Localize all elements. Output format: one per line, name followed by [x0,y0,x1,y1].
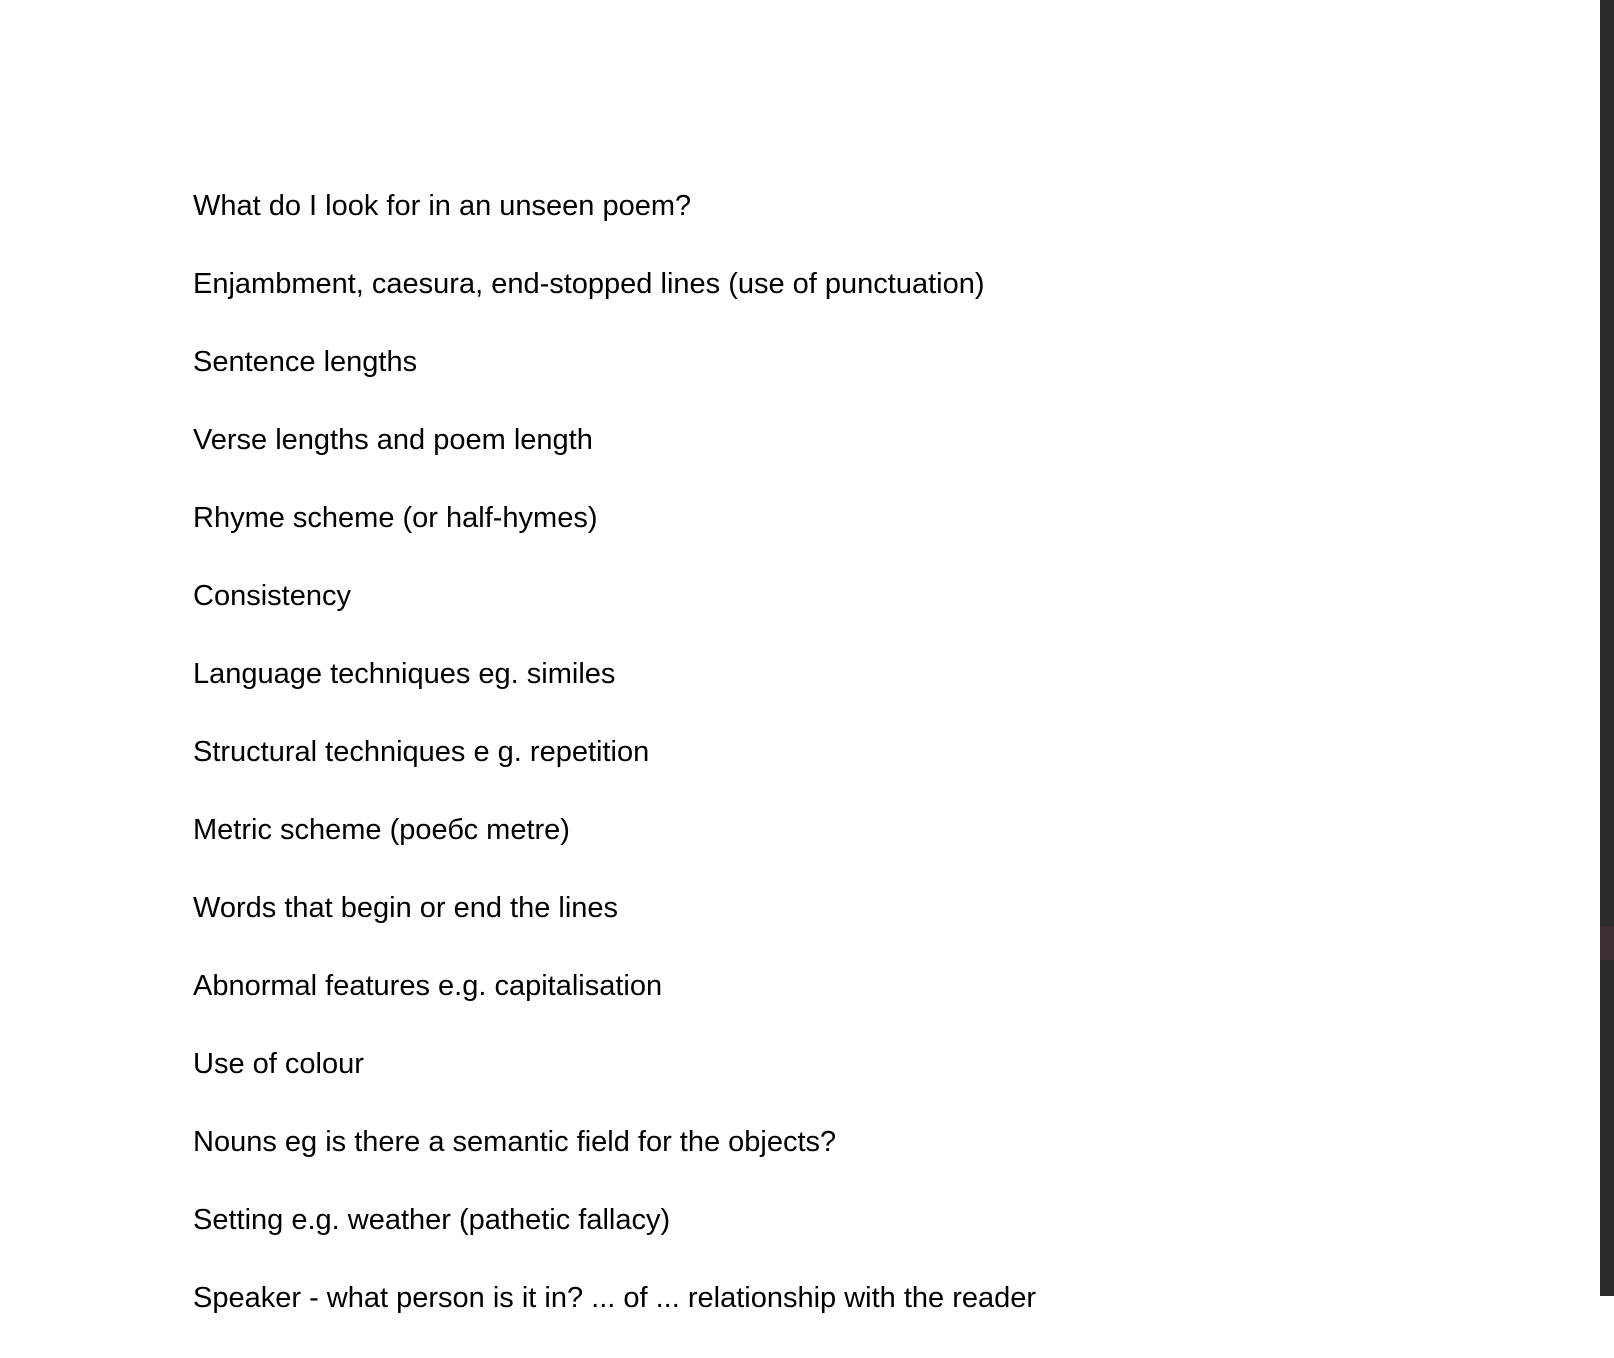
document-title: What do I look for in an unseen poem? [193,190,692,222]
document-line: Verse lengths and poem length [193,424,593,456]
document-line: Enjambment, caesura, end-stopped lines (use of punctuation) [193,268,985,300]
document-line: Consistency [193,580,351,612]
scrollbar-track[interactable] [1600,0,1614,1296]
document-line: Language techniques eg. similes [193,658,616,690]
document-body [193,188,1036,1358]
document-line: Metric scheme (роебс metre) [193,814,570,846]
document-line: Speaker - what person is it in? ... of ... relationship with the reader [193,1282,1037,1314]
document-line: Rhyme scheme (or half-hymes) [193,502,598,534]
document-line: Use of colour [193,1048,364,1080]
scrollbar-marker[interactable] [1600,926,1614,960]
document-line: Structural techniques e g. repetition [193,736,650,768]
document-line: Abnormal features e.g. capitalisation [193,970,663,1002]
document-line: Words that begin or end the lines [193,892,619,924]
document-line: Setting e.g. weather (pathetic fallacy) [193,1204,671,1236]
document-line: Nouns eg is there a semantic field for the objects? [193,1126,837,1158]
document-line: Sentence lengths [193,346,418,378]
